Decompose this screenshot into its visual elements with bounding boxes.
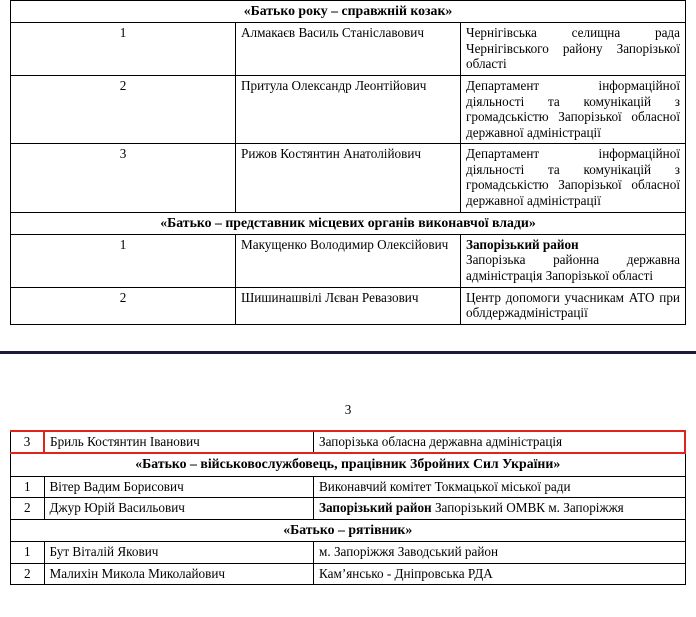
table-row [11,144,686,212]
section-heading: «Батько року – справжній козак» [11,1,686,23]
row-organization [461,234,686,287]
row-name: Шишинашвілі Лєван Ревазович [236,287,461,324]
awards-table-bottom [10,430,686,585]
row-number: 3 [11,431,45,454]
page-gap [0,325,696,351]
row-number: 2 [11,498,45,520]
row-organization [314,498,686,520]
row-organization: м. Запоріжжя Заводський район [314,542,686,564]
row-name: Алмакаєв Василь Станіславович [236,23,461,76]
row-name: Бут Віталій Якович [44,542,314,564]
row-number: 2 [11,563,45,585]
row-number: 1 [11,542,45,564]
table-row [11,23,686,76]
section-heading-row [11,1,686,23]
row-name: Вітер Вадим Борисович [44,476,314,498]
row-organization: Камʼянсько - Дніпровська РДА [314,563,686,585]
row-name: Малихін Микола Миколайович [44,563,314,585]
row-name: Рижов Костянтин Анатолійович [236,144,461,212]
row-organization: Запорізька обласна державна адміністрація [314,431,686,454]
table-row [11,563,686,585]
spacer [0,418,696,430]
row-number: 3 [11,144,236,212]
row-name: Джур Юрій Васильович [44,498,314,520]
row-organization-bold-prefix: Запорізький район [319,500,432,516]
row-organization-text: Запорізький ОМВК м. Запоріжжя [434,500,624,516]
row-name: Макущенко Володимир Олексійович [236,234,461,287]
table-row [11,476,686,498]
row-organization: Центр допомоги учасникам АТО при облдержадміністрації [461,287,686,324]
row-name: Притула Олександр Леонтійович [236,76,461,144]
row-number: 1 [11,23,236,76]
section-heading: «Батько – військовослужбовець, працівник Збройних Сил України» [11,453,686,476]
row-number: 2 [11,287,236,324]
page-gap-lower [0,354,696,402]
highlighted-table-row [11,431,686,454]
table-row [11,287,686,324]
table-row [11,542,686,564]
row-name: Бриль Костянтин Іванович [44,431,314,454]
row-organization-bold-prefix: Запорізький район [466,236,579,252]
row-organization: Виконавчий комітет Токмацької міської ради [314,476,686,498]
row-organization: Департамент інформаційної діяльності та комунікацій з громадськістю Запорізької обласної державної адміністрації [461,144,686,212]
awards-table-top [10,0,686,325]
row-number: 2 [11,76,236,144]
row-organization-text: Запорізька районна державна адміністрація Запорізької області [466,252,680,284]
row-organization: Чернігівська селищна рада Чернігівського району Запорізької області [461,23,686,76]
row-number: 1 [11,234,236,287]
section-heading-row [11,453,686,476]
bottom-table-block [0,430,696,585]
table-row [11,498,686,520]
row-organization: Департамент інформаційної діяльності та комунікацій з громадськістю Запорізької обласної державної адміністрації [461,76,686,144]
row-number: 1 [11,476,45,498]
page-number: 3 [344,401,352,417]
section-heading-row [11,519,686,541]
section-heading: «Батько – рятівник» [11,519,686,541]
section-heading: «Батько – представник місцевих органів виконавчої влади» [11,212,686,234]
table-row [11,76,686,144]
section-heading-row [11,212,686,234]
table-row [11,234,686,287]
